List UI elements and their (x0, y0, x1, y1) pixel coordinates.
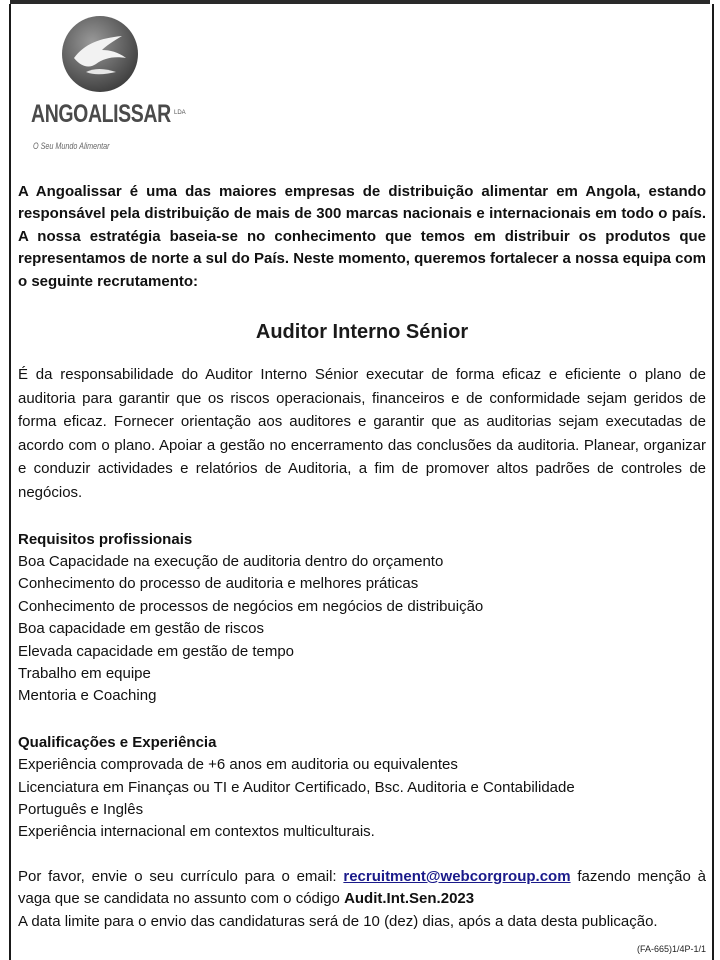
company-suffix: LDA (174, 110, 186, 116)
email-link[interactable]: recruitment@webcorgroup.com (343, 867, 571, 885)
requirements-heading: Requisitos profissionais (18, 530, 193, 548)
ad-content (18, 181, 706, 933)
list-item: Conhecimento de processos de negócios em negócios de distribuição (18, 597, 484, 615)
apply-text: Por favor, envie o seu currículo para o email: (18, 867, 344, 885)
application-instructions (18, 866, 706, 933)
list-item: Mentoria e Coaching (18, 687, 157, 705)
ad-reference: (FA-665)1/4P-1/1 (636, 944, 706, 954)
job-title: Auditor Interno Sénior (255, 321, 469, 344)
list-item: Trabalho em equipe (18, 665, 151, 683)
list-item: Boa Capacidade na execução de auditoria dentro do orçamento (18, 553, 444, 570)
list-item: Elevada capacidade em gestão de tempo (18, 642, 295, 660)
company-tagline: O Seu Mundo Alimentar (33, 141, 110, 151)
qualifications-heading: Qualificações e Experiência (18, 733, 217, 751)
job-description: É da responsabilidade do Auditor Interno Sénior executar de forma eficaz e eficiente o plano de auditoria para garantir que os riscos operacionais, financeiros e de conformidade sejam geridos de forma eficaz. Fornecer orientação aos auditores e garantir que as auditorias sejam executadas de acordo com o plano. Apoiar a gestão no encerramento das conclusões da auditoria. Planear, organizar e conduzir actividades e relatórios de Auditoria, a fim de promover altos padrões de controles de negócios. (18, 366, 706, 501)
list-item: Experiência internacional em contextos multiculturais. (18, 823, 375, 841)
company-name: ANGOALISSAR (31, 100, 171, 128)
qualifications-list (18, 754, 706, 844)
intro-paragraph: A Angoalissar é uma das maiores empresas de distribuição alimentar em Angola, estando responsável pela distribuição de mais de 300 marcas nacionais e internacionais em todo o país. A nossa estratégia baseia-se no conhecimento que temos em distribuir os produtos que representamos de norte a sul do País. Neste momento, queremos fortalecer a nossa equipa com o seguinte recrutamento: (18, 183, 706, 290)
job-code: Audit.Int.Sen.2023 (344, 890, 475, 908)
list-item: Conhecimento do processo de auditoria e melhores práticas (18, 575, 419, 593)
list-item: Boa capacidade em gestão de riscos (18, 620, 264, 638)
deadline-text: A data limite para o envio das candidaturas será de 10 (dez) dias, após a data desta publicação. (18, 912, 658, 930)
eagle-logo-icon (60, 14, 140, 94)
list-item: Licenciatura em Finanças ou TI e Auditor Certificado, Bsc. Auditoria e Contabilidade (18, 778, 575, 796)
requirements-list (18, 551, 706, 708)
list-item: Português e Inglês (18, 801, 144, 819)
list-item: Experiência comprovada de +6 anos em auditoria ou equivalentes (18, 756, 458, 774)
company-logo (28, 14, 198, 159)
apply-text-2: fazendo menção à vaga que se candidata no assunto com o código (18, 867, 706, 908)
